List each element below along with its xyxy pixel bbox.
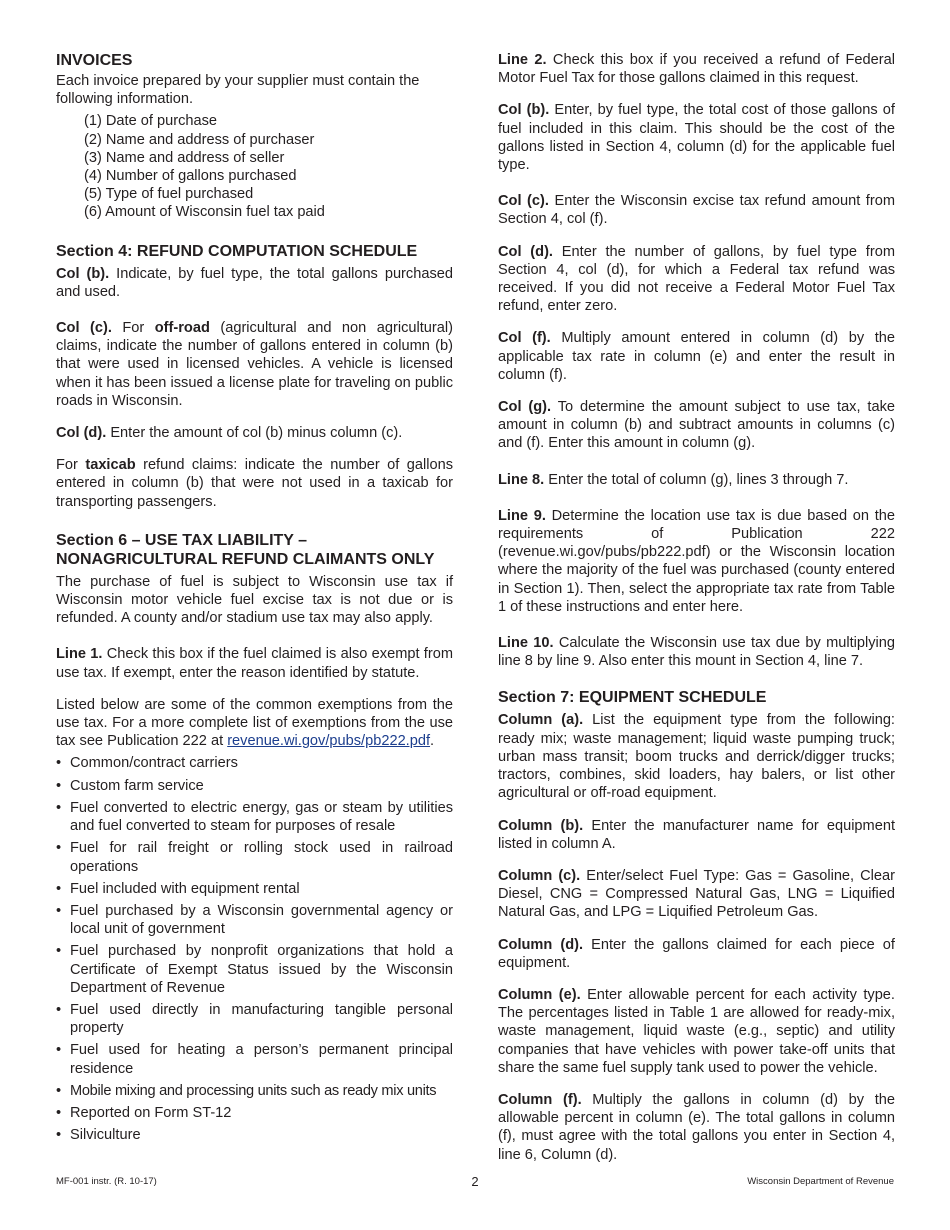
footer-department: Wisconsin Department of Revenue bbox=[747, 1176, 894, 1187]
s6-line1-text: Check this box if the fuel claimed is also exempt from use tax. If exempt, enter the reason identified by statute. bbox=[56, 646, 453, 681]
s7-colc-label: Column (c). bbox=[498, 867, 581, 884]
s4-taxicab-post: refund claims: indicate the number of gallons entered in column (b) that were not used in a taxicab for transporting passengers. bbox=[56, 457, 453, 510]
line8-label: Line 8. bbox=[498, 471, 545, 488]
line9-label: Line 9. bbox=[498, 507, 546, 524]
s7-cole-text: Enter allowable percent for each activity type. The percentages listed in Table 1 are allowed for ready-mix, waste management, liquid waste (e.g., septic) and utility companies that have vehicles with power take-off units that share the same fuel supply tank used to power the vehicle. bbox=[498, 986, 895, 1076]
s6-link-end: . bbox=[430, 733, 435, 750]
list-item: • Fuel converted to electric energy, gas or steam by utilities and fuel converted to steam for purposes of resale bbox=[56, 799, 453, 835]
list-item: • Silviculture bbox=[56, 1126, 453, 1144]
publication-222-link[interactable]: revenue.wi.gov/pubs/pb222.pdf bbox=[227, 733, 431, 750]
list-item: • Mobile mixing and processing units such as ready mix units bbox=[56, 1082, 453, 1100]
s4-cold-label: Col (d). bbox=[56, 425, 107, 442]
s7-colf-text: Multiply the gallons in column (d) by the allowable percent in column (e). The total gallons in column (f), must agree with the total gallons you enter in Section 4, line 6, Column (d). bbox=[498, 1091, 895, 1163]
line9-paragraph bbox=[498, 507, 895, 616]
section4-heading: Section 4: REFUND COMPUTATION SCHEDULE bbox=[56, 242, 418, 260]
line2-paragraph bbox=[498, 51, 895, 87]
list-item: (1) Date of purchase bbox=[84, 113, 218, 130]
s7-colf-paragraph bbox=[498, 1091, 895, 1164]
s7-colc-paragraph bbox=[498, 867, 895, 922]
list-item: • Fuel purchased by a Wisconsin governmental agency or local unit of government bbox=[56, 902, 453, 938]
s7-cole-label: Column (e). bbox=[498, 986, 581, 1003]
list-item: • Fuel used for heating a person’s permanent principal residence bbox=[56, 1041, 453, 1077]
s6-intro: The purchase of fuel is subject to Wisconsin use tax if Wisconsin motor vehicle fuel excise tax is not due or is refunded. A county and/or stadium use tax may also apply. bbox=[56, 573, 453, 627]
list-item: (4) Number of gallons purchased bbox=[84, 168, 297, 185]
s6-line1-paragraph bbox=[56, 645, 453, 681]
cold-text: Enter the number of gallons, by fuel type from Section 4, col (d), for which a Federal tax refund was received. If you did not receive a Federal Motor Fuel Tax refund, enter zero. bbox=[498, 243, 895, 315]
cold-label: Col (d). bbox=[498, 243, 553, 260]
list-item: • Custom farm service bbox=[56, 777, 453, 795]
s7-cold-paragraph bbox=[498, 936, 895, 972]
s7-cold-text: Enter the gallons claimed for each piece of equipment. bbox=[498, 936, 895, 971]
line2-label: Line 2. bbox=[498, 52, 547, 68]
list-item: • Fuel included with equipment rental bbox=[56, 880, 453, 898]
right-column bbox=[498, 51, 895, 1178]
s7-cold-label: Column (d). bbox=[498, 936, 584, 953]
s7-cola-text: List the equipment type from the following: ready mix; waste management; liquid waste pumping truck; urban mass transit; boom trucks and derrick/digger trucks; tractors, combines, skid loaders, hay balers, or list other agricultural or off-road equipment. bbox=[498, 712, 895, 802]
list-item: (2) Name and address of purchaser bbox=[84, 131, 315, 148]
colf-label: Col (f). bbox=[498, 330, 551, 347]
cold-paragraph bbox=[498, 243, 895, 316]
s4-cold-paragraph bbox=[56, 424, 453, 442]
s7-cola-paragraph bbox=[498, 711, 895, 802]
s6-heading-line2: NONAGRICULTURAL REFUND CLAIMANTS ONLY bbox=[56, 550, 435, 568]
section6-heading bbox=[56, 531, 453, 569]
colb-text: Enter, by fuel type, the total cost of those gallons of fuel included in this claim. This should be the cost of the gallons listed in Section 4, column (d) for the applicable fuel type. bbox=[498, 102, 895, 174]
s4-colb-paragraph bbox=[56, 265, 453, 301]
list-item: (6) Amount of Wisconsin fuel tax paid bbox=[84, 204, 325, 221]
line2-text: Check this box if you received a refund of Federal Motor Fuel Tax for those gallons claimed in this request. bbox=[498, 52, 895, 87]
colf-paragraph bbox=[498, 329, 895, 384]
s6-heading-line1: Section 6 – USE TAX LIABILITY – bbox=[56, 531, 308, 549]
colb-paragraph bbox=[498, 101, 895, 174]
s7-cole-paragraph bbox=[498, 986, 895, 1077]
s4-colc-bold: off-road bbox=[154, 320, 210, 337]
colc-label: Col (c). bbox=[498, 193, 549, 210]
s4-colc-paragraph bbox=[56, 319, 453, 410]
s6-line1-label: Line 1. bbox=[56, 646, 103, 663]
list-item: • Fuel used directly in manufacturing tangible personal property bbox=[56, 1001, 453, 1037]
s4-colc-post: (agricultural and non agricultural) claims, indicate the number of gallons entered in column (b) that were used in licensed vehicles. A vehicle is licensed when it has been issued a license plate for traveling on public roads in Wisconsin. bbox=[56, 320, 453, 409]
line10-paragraph bbox=[498, 634, 895, 670]
line9-text: Determine the location use tax is due based on the requirements of Publication 222 (revenue.wi.gov/pubs/pb222.pdf) or the Wisconsin location where the majority of the fuel was purchased (county entered in Section 1). Then, select the appropriate tax rate from Table 1 of these instructions and enter here. bbox=[498, 507, 895, 615]
s4-colb-text: Indicate, by fuel type, the total gallons purchased and used. bbox=[56, 265, 453, 300]
s7-colb-paragraph bbox=[498, 817, 895, 853]
list-item: (5) Type of fuel purchased bbox=[84, 186, 254, 203]
s7-colb-label: Column (b). bbox=[498, 817, 584, 834]
footer-page-number: 2 bbox=[471, 1174, 479, 1189]
s4-taxicab-pre: For bbox=[56, 457, 86, 474]
s6-exemptions-intro bbox=[56, 696, 453, 751]
list-item: • Fuel purchased by nonprofit organizations that hold a Certificate of Exempt Status issued by the Wisconsin Department of Revenue bbox=[56, 942, 453, 997]
s4-cold-text: Enter the amount of col (b) minus column (c). bbox=[106, 425, 403, 442]
invoice-requirements-list bbox=[84, 112, 453, 221]
line8-text: Enter the total of column (g), lines 3 through 7. bbox=[544, 471, 849, 488]
s7-cola-label: Column (a). bbox=[498, 712, 584, 729]
colg-text: To determine the amount subject to use tax, take amount in column (b) and subtract amounts in columns (c) and (f). Enter this amount in column (g). bbox=[498, 399, 895, 452]
colc-paragraph bbox=[498, 192, 895, 228]
colg-label: Col (g). bbox=[498, 399, 552, 416]
list-item: • Common/contract carriers bbox=[56, 754, 453, 772]
section7-heading: Section 7: EQUIPMENT SCHEDULE bbox=[498, 689, 767, 707]
s4-colb-label: Col (b). bbox=[56, 265, 110, 282]
left-column bbox=[56, 51, 453, 1148]
s7-colc-text: Enter/select Fuel Type: Gas = Gasoline, Clear Diesel, CNG = Compressed Natural Gas, LNG = Liquified Natural Gas, and LPG = Liquified Petroleum Gas. bbox=[498, 867, 895, 921]
s4-taxicab-bold: taxicab bbox=[85, 457, 136, 474]
s4-taxicab-paragraph bbox=[56, 456, 453, 511]
exemptions-list bbox=[56, 754, 453, 1144]
list-item: • Reported on Form ST-12 bbox=[56, 1104, 453, 1122]
footer-form-id: MF-001 instr. (R. 10-17) bbox=[56, 1176, 157, 1187]
colb-label: Col (b). bbox=[498, 102, 550, 119]
colc-text: Enter the Wisconsin excise tax refund amount from Section 4, col (f). bbox=[498, 193, 895, 228]
line8-paragraph bbox=[498, 471, 895, 489]
s6-listed-text: Listed below are some of the common exemptions from the use tax. For a more complete list of exemptions from the use tax see Publication 222 at bbox=[56, 696, 453, 750]
line10-text: Calculate the Wisconsin use tax due by multiplying line 8 by line 9. Also enter this mount in Section 4, line 7. bbox=[498, 635, 896, 670]
s7-colb-text: Enter the manufacturer name for equipment listed in column A. bbox=[498, 817, 895, 852]
colg-paragraph bbox=[498, 398, 895, 453]
invoices-intro: Each invoice prepared by your supplier must contain the following information. bbox=[56, 73, 420, 108]
colf-text: Multiply amount entered in column (d) by the applicable tax rate in column (e) and enter the result in column (f). bbox=[498, 330, 895, 383]
list-item: • Fuel for rail freight or rolling stock used in railroad operations bbox=[56, 839, 453, 875]
invoices-heading: INVOICES bbox=[56, 52, 133, 69]
s4-colc-label: Col (c). bbox=[56, 320, 112, 337]
list-item: (3) Name and address of seller bbox=[84, 149, 285, 166]
line10-label: Line 10. bbox=[498, 635, 554, 652]
s4-colc-pre: For bbox=[111, 320, 155, 337]
s7-colf-label: Column (f). bbox=[498, 1091, 582, 1108]
